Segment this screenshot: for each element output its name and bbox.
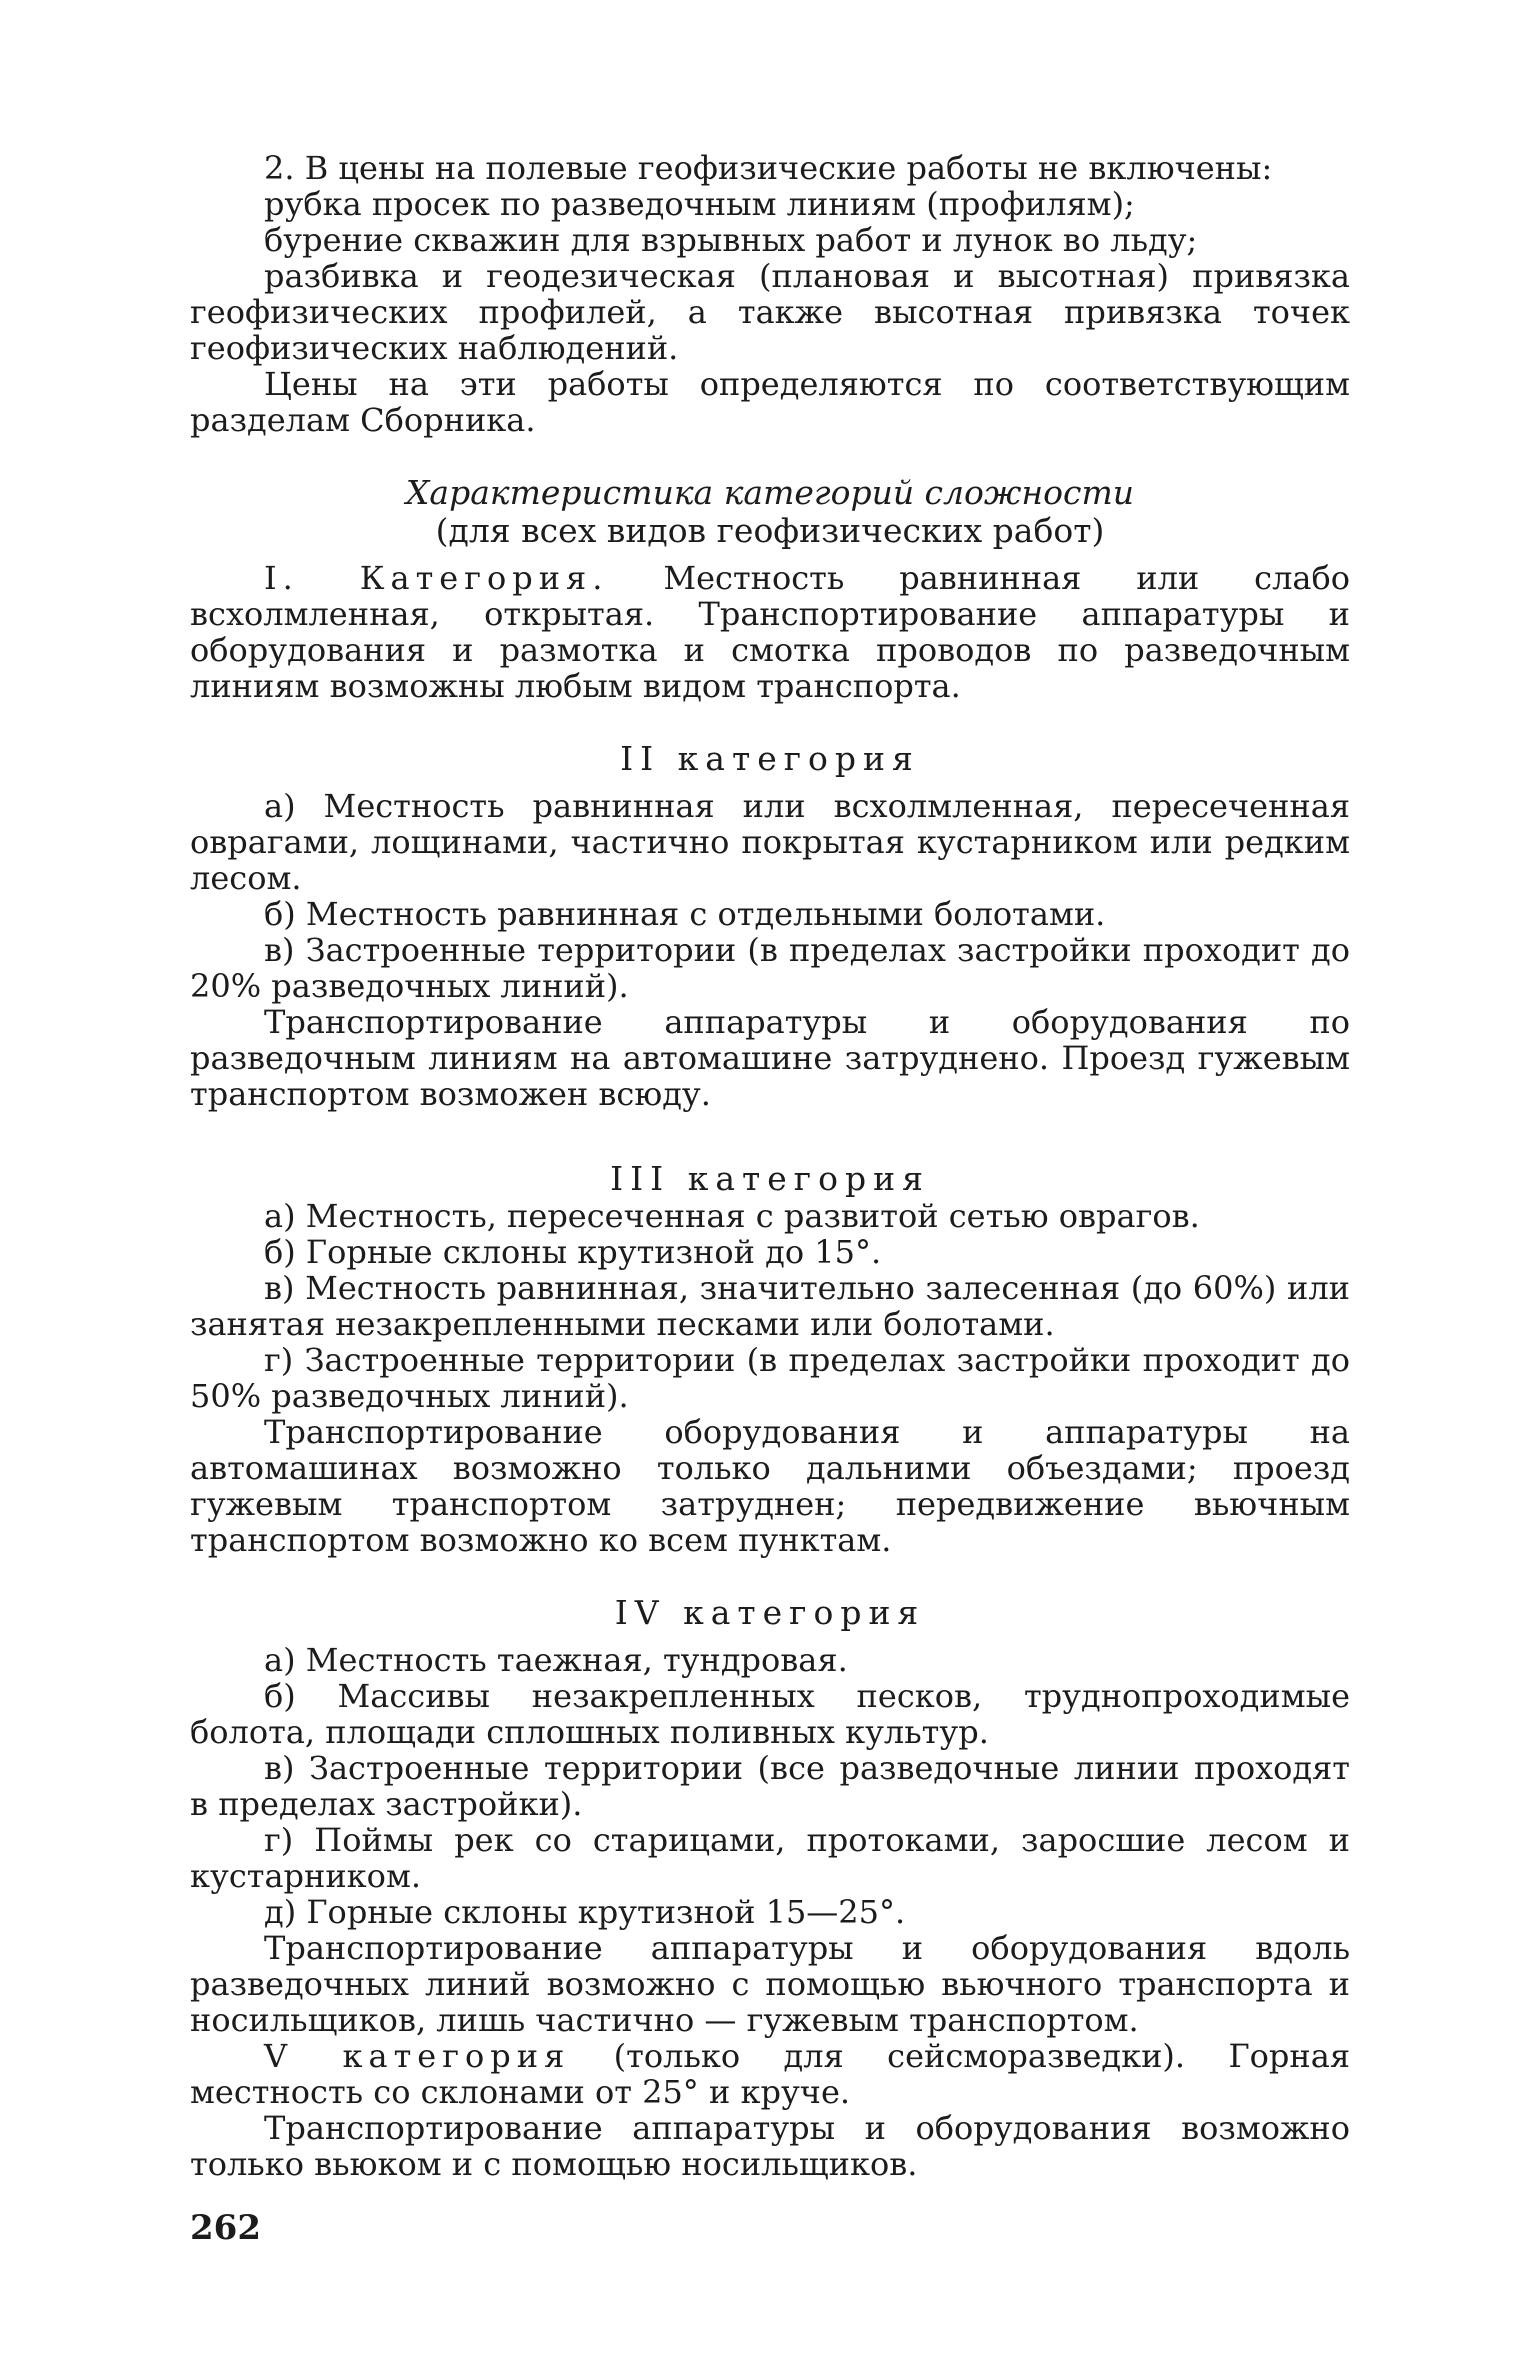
category-4-item-v: в) Застроенные территории (все разведочные линии проходят в пределах застройки). [190, 1749, 1350, 1823]
category-4-item-a: а) Местность таежная, тундровая. [264, 1641, 848, 1679]
category-2-item-b: б) Местность равнинная с отдельными болотами. [264, 895, 1106, 933]
category-4-heading: IV категория [614, 1593, 926, 1632]
intro-paragraph-5: Цены на эти работы определяются по соответствующим разделам Сборника. [190, 365, 1350, 439]
category-5-paragraph [190, 2038, 1350, 2110]
category-4-item-g: г) Поймы рек со старицами, протоками, заросшие лесом и кустарником. [190, 1821, 1350, 1895]
category-2-item-a: а) Местность равнинная или всхолмленная, пересеченная оврагами, лощинами, частично покрытая кустарником или редким лесом. [190, 787, 1350, 897]
category-3-heading: III категория [610, 1159, 930, 1198]
category-3-item-b: б) Горные склоны крутизной до 15°. [264, 1233, 882, 1271]
category-5-label: V категория [264, 2037, 571, 2075]
category-1-paragraph [190, 560, 1350, 704]
intro-paragraph-2: рубка просек по разведочным линиям (профилям); [264, 185, 1135, 223]
intro-paragraph-1: 2. В цены на полевые геофизические работы не включены: [264, 149, 1273, 187]
category-3-item-a: а) Местность, пересеченная с развитой сетью оврагов. [264, 1197, 1200, 1235]
category-3-item-v: в) Местность равнинная, значительно залесенная (до 60%) или занятая незакрепленными песками или болотами. [190, 1269, 1350, 1343]
intro-paragraph-4: разбивка и геодезическая (плановая и высотная) привязка геофизических профилей, а также высотная привязка точек геофизических наблюдений. [190, 257, 1350, 367]
category-1-text: Местность равнинная или слабо всхолмленная, открытая. Транспортирование аппаратуры и оборудования и размотка и смотка проводов по разведочным линиям возможны любым видом транспорта. [190, 559, 1350, 705]
document-page [190, 150, 1350, 2230]
category-4-item-b: б) Массивы незакрепленных песков, труднопроходимые болота, площади сплошных поливных культур. [190, 1677, 1350, 1751]
category-3-item-g: г) Застроенные территории (в пределах застройки проходит до 50% разведочных линий). [190, 1341, 1350, 1415]
category-4-transport: Транспортирование аппаратуры и оборудования вдоль разведочных линий возможно с помощью вьючного транспорта и носильщиков, лишь частично — гужевым транспортом. [190, 1929, 1350, 2039]
category-5-text: (только для сейсморазведки). Горная местность со склонами от 25° и круче. [190, 2037, 1351, 2111]
category-1-label: I. Категория. [264, 559, 609, 597]
section-title: Характеристика категорий сложности [405, 473, 1135, 512]
category-3-transport: Транспортирование оборудования и аппаратуры на автомашинах возможно только дальними объездами; проезд гужевым транспортом затруднен; передвижение вьючным транспортом возможно ко всем пунктам. [190, 1413, 1350, 1559]
category-2-heading: II категория [620, 739, 920, 778]
category-5-transport: Транспортирование аппаратуры и оборудования возможно только вьюком и с помощью носильщиков. [190, 2109, 1350, 2183]
category-4-item-d: д) Горные склоны крутизной 15—25°. [264, 1893, 906, 1931]
section-subtitle: (для всех видов геофизических работ) [435, 511, 1105, 550]
intro-paragraph-3: бурение скважин для взрывных работ и лунок во льду; [264, 221, 1198, 259]
category-2-item-v: в) Застроенные территории (в пределах застройки проходит до 20% разведочных линий). [190, 931, 1350, 1005]
category-2-transport: Транспортирование аппаратуры и оборудования по разведочным линиям на автомашине затруднено. Проезд гужевым транспортом возможен всюду. [190, 1003, 1350, 1113]
page-number: 262 [190, 2208, 261, 2248]
